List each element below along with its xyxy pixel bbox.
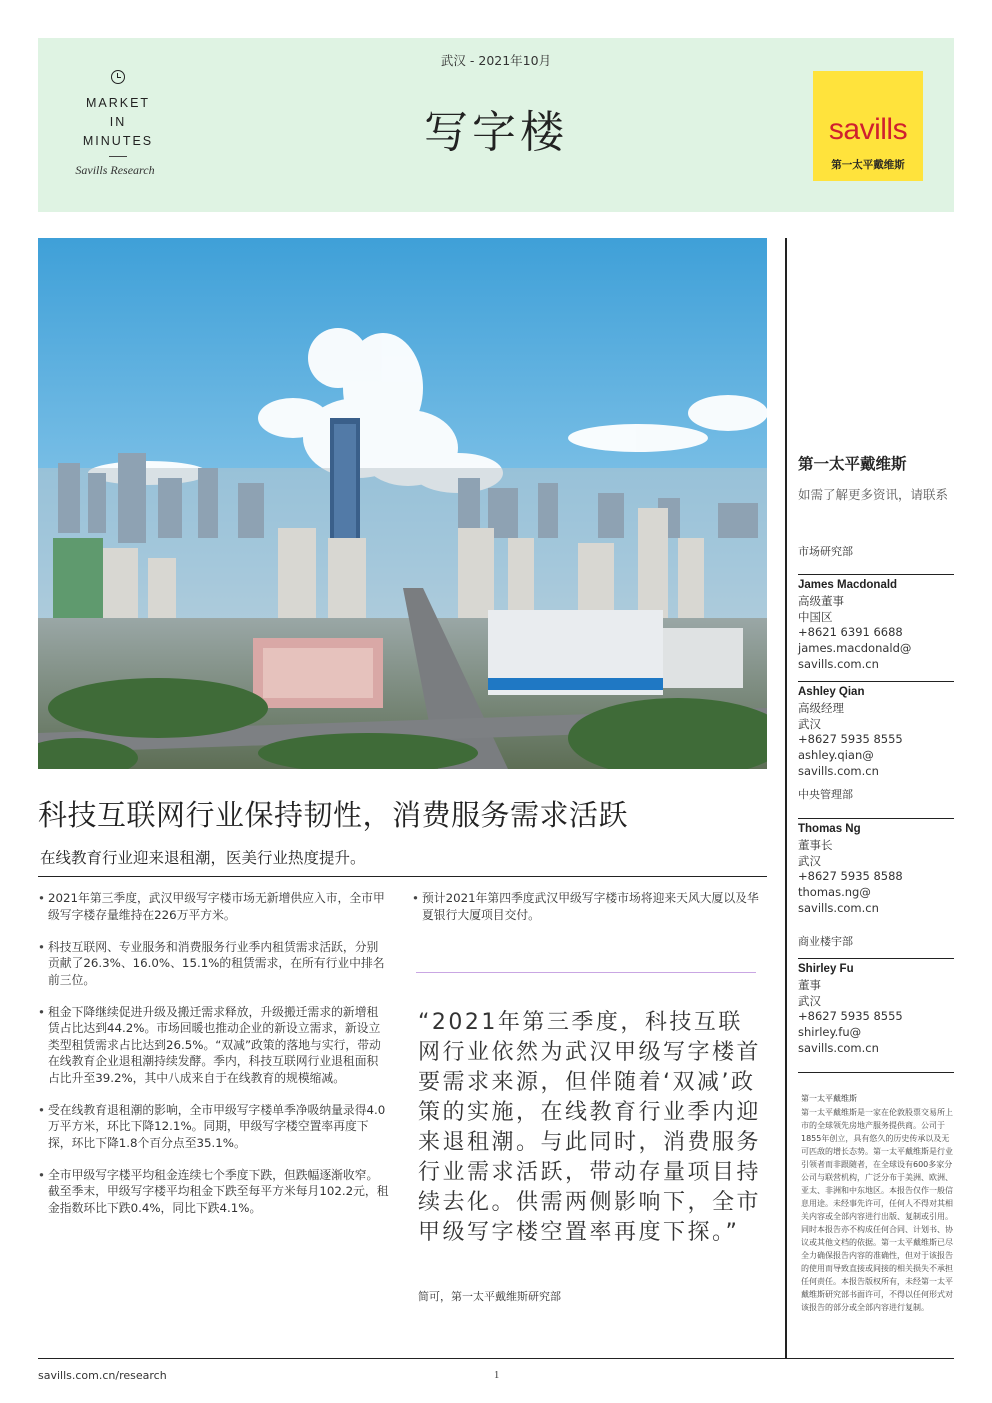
contact-email[interactable]: shirley.fu@ (798, 1025, 862, 1040)
dept-office: 商业楼宇部 (798, 935, 853, 948)
disclaimer-title: 第一太平戴维斯 (801, 1094, 857, 1103)
contact-phone[interactable]: +8621 6391 6688 (798, 625, 903, 640)
bullet-item: • 全市甲级写字楼平均租金连续七个季度下跌，但跌幅逐渐收窄。截至季末，甲级写字楼平均租金下跌至每平方米每月102.2元，租金指数环比下跌0.4%，同比下跌4.1%。 (38, 1167, 390, 1217)
contact-name: Ashley Qian (798, 686, 865, 698)
contact-site[interactable]: savills.com.cn (798, 763, 879, 778)
bullets-left (38, 890, 390, 1232)
contact-site[interactable]: savills.com.cn (798, 900, 879, 915)
contact-email[interactable]: ashley.qian@ (798, 748, 874, 763)
dept-research: 市场研究部 (798, 545, 853, 558)
bullet-item: • 2021年第三季度，武汉甲级写字楼市场无新增供应入市，全市甲级写字楼存量维持在226万平方米。 (38, 890, 390, 923)
subheadline: 在线教育行业迎来退租潮，医美行业热度提升。 (40, 849, 366, 867)
contact-card (798, 818, 954, 917)
clock-icon (111, 70, 125, 84)
pull-quote: “2021年第三季度，科技互联网行业依然为武汉甲级写字楼首要需求来源，但伴随着‘双减’政策的实施，在线教育行业季内迎来退租潮。与此同时，消费服务行业需求活跃，带动存量项目持续去化。供需两侧影响下，全市甲级写字楼空置率再度下探。” (418, 1010, 762, 1245)
contact-title: 高级董事 (798, 593, 844, 608)
contact-card (798, 574, 954, 673)
contact-region: 武汉 (798, 716, 821, 731)
contact-email[interactable]: thomas.ng@ (798, 885, 871, 900)
contact-card (798, 681, 954, 780)
contact-region: 中国区 (798, 609, 833, 624)
contact-divider (798, 1072, 954, 1073)
quote-author: 简可，第一太平戴维斯研究部 (418, 1290, 561, 1303)
bullet-item: • 预计2021年第四季度武汉甲级写字楼市场将迎来天风大厦以及华夏银行大厦项目交付。 (412, 890, 762, 923)
contact-title: 董事长 (798, 837, 833, 852)
logo-chinese-name: 第一太平戴维斯 (831, 159, 905, 171)
contact-region: 武汉 (798, 993, 821, 1008)
logo-wordmark: savills (828, 113, 908, 146)
contact-region: 武汉 (798, 853, 821, 868)
contact-card (798, 958, 954, 1057)
header-banner (38, 38, 954, 212)
contact-email[interactable]: james.macdonald@ (798, 641, 912, 656)
contact-phone[interactable]: +8627 5935 8555 (798, 732, 903, 747)
contact-phone[interactable]: +8627 5935 8588 (798, 869, 903, 884)
brand-line: IN (109, 115, 127, 129)
contact-name: James Macdonald (798, 579, 898, 591)
bullet-item: • 科技互联网、专业服务和消费服务行业季内租赁需求活跃，分别贡献了26.3%、16.0%、15.1%的租赁需求，在所有行业中排名前三位。 (38, 939, 390, 989)
page-number: 1 (494, 1370, 500, 1381)
city-skyline-photo (38, 238, 767, 769)
headline-divider (38, 876, 767, 877)
savills-logo (813, 71, 923, 181)
disclaimer-text: 第一太平戴维斯是一家在伦敦股票交易所上市的全球领先房地产服务提供商。公司于1855年创立，具有悠久的历史传承以及无可匹敌的增长态势。第一太平戴维斯是行业引领者而非跟随者，在全球设有600多家分公司与联营机构，广泛分布于美洲、欧洲、亚太、非洲和中东地区。本报告仅作一般信息用途。未经事先许可，任何人不得对其相关内容或全部内容进行出版、复制或引用。同时本报告亦不构成任何合同、计划书、协议或其他文档的依据。第一太平戴维斯已尽全力确保报告内容的准确性，但对于该报告的使用而导致直接或间接的相关损失不承担任何责任。本报告版权所有，未经第一太平戴维斯研究部书面许可，不得以任何形式对该报告的部分或全部内容进行复制。 (801, 1108, 953, 1312)
contact-title: 高级经理 (798, 700, 844, 715)
brand-subtitle: Savills Research (75, 163, 155, 177)
bullets-right (412, 890, 762, 939)
quote-accent-line (416, 972, 756, 973)
sidebar-divider (785, 238, 787, 1358)
brand-line: MARKET (85, 96, 151, 110)
dept-central: 中央管理部 (798, 788, 853, 801)
disclaimer (801, 1092, 956, 1314)
brand-line: MINUTES (82, 134, 154, 148)
sidebar-company: 第一太平戴维斯 (798, 455, 907, 473)
contact-name: Shirley Fu (798, 963, 854, 975)
footer-url[interactable]: savills.com.cn/research (38, 1369, 167, 1382)
report-date: 武汉 - 2021年10月 (440, 53, 552, 68)
contact-phone[interactable]: +8627 5935 8555 (798, 1009, 903, 1024)
contact-name: Thomas Ng (798, 823, 861, 835)
bullet-item: • 租金下降继续促进升级及搬迁需求释放，升级搬迁需求的新增租赁占比达到44.2%。市场回暖也推动企业的新设立需求，新设立类型租赁需求占比达到26.5%。“双减”政策的落地与实行，带动在线教育企业退租潮持续发酵。季内，科技互联网行业退租面积占比升至39.2%，其中八成来自于在线教育的规模缩减。 (38, 1004, 390, 1087)
contact-site[interactable]: savills.com.cn (798, 656, 879, 671)
contact-site[interactable]: savills.com.cn (798, 1040, 879, 1055)
report-title: 写字楼 (424, 107, 568, 158)
sidebar-intro: 如需了解更多资讯，请联系 (798, 487, 949, 502)
bullet-item: • 受在线教育退租潮的影响，全市甲级写字楼单季净吸纳量录得4.0万平方米，环比下降12.1%。同期，甲级写字楼空置率再度下探，环比下降1.8个百分点至35.1%。 (38, 1102, 390, 1152)
footer-divider (38, 1358, 954, 1359)
headline: 科技互联网行业保持韧性，消费服务需求活跃 (38, 798, 629, 832)
contact-title: 董事 (798, 977, 821, 992)
